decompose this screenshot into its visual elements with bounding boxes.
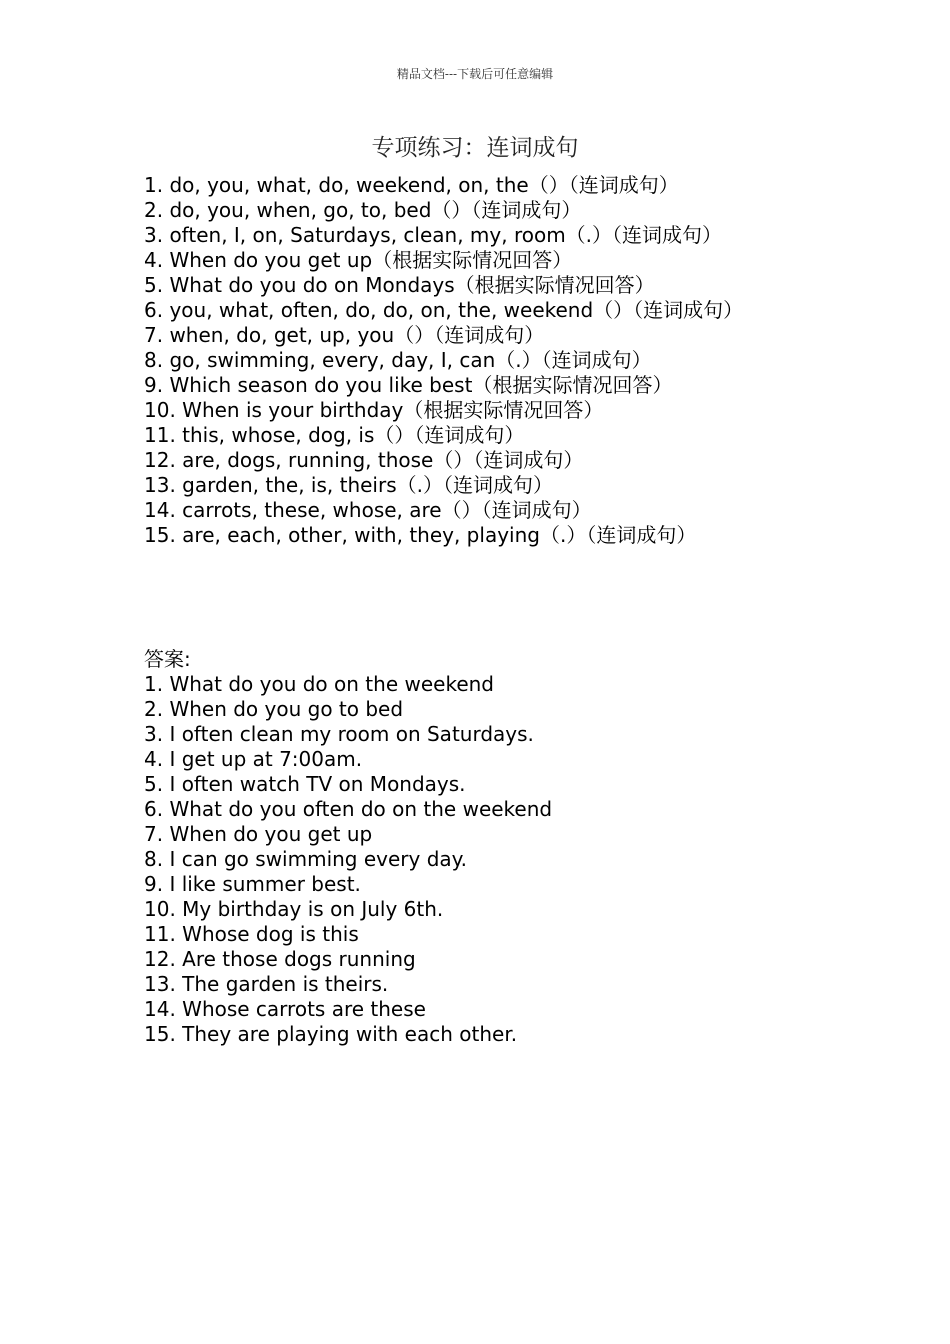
question-item: 4. When do you get up（根据实际情况回答）: [144, 248, 573, 272]
question-item: 2. do, you, when, go, to, bed（）（连词成句）: [144, 198, 582, 222]
question-item: 11. this, whose, dog, is（）（连词成句）: [144, 423, 525, 447]
question-item: 10. When is your birthday（根据实际情况回答）: [144, 398, 604, 422]
answer-list: [144, 672, 552, 1047]
question-item: 8. go, swimming, every, day, I, can（.）（连词成句）: [144, 348, 652, 372]
answer-item: 2. When do you go to bed: [144, 697, 404, 721]
answer-item: 7. When do you get up: [144, 822, 373, 846]
answer-item: 15. They are playing with each other.: [144, 1022, 518, 1046]
answer-section: [144, 647, 552, 1047]
question-item: 3. often, I, on, Saturdays, clean, my, room（.）（连词成句）: [144, 223, 723, 247]
question-item: 7. when, do, get, up, you（）（连词成句）: [144, 323, 545, 347]
answer-item: 10. My birthday is on July 6th.: [144, 897, 444, 921]
answer-item: 3. I often clean my room on Saturdays.: [144, 722, 534, 746]
header-note: 精品文档---下载后可任意编辑: [396, 67, 554, 81]
question-item: 9. Which season do you like best（根据实际情况回答）: [144, 373, 673, 397]
answer-item: 1. What do you do on the weekend: [144, 672, 494, 696]
answer-item: 5. I often watch TV on Mondays.: [144, 772, 466, 796]
question-item: 6. you, what, often, do, do, on, the, weekend（）（连词成句）: [144, 298, 744, 322]
question-list: [144, 173, 743, 548]
question-item: 12. are, dogs, running, those（）（连词成句）: [144, 448, 584, 472]
answer-item: 8. I can go swimming every day.: [144, 847, 468, 871]
answer-item: 14. Whose carrots are these: [144, 997, 426, 1021]
answer-item: 13. The garden is theirs.: [144, 972, 389, 996]
question-item: 1. do, you, what, do, weekend, on, the（）（连词成句）: [144, 173, 679, 197]
answer-item: 11. Whose dog is this: [144, 922, 359, 946]
question-item: 13. garden, the, is, theirs（.）（连词成句）: [144, 473, 553, 497]
answer-item: 9. I like summer best.: [144, 872, 361, 896]
answer-heading: 答案:: [144, 647, 191, 671]
question-item: 5. What do you do on Mondays（根据实际情况回答）: [144, 273, 655, 297]
answer-item: 6. What do you often do on the weekend: [144, 797, 553, 821]
question-item: 14. carrots, these, whose, are（）（连词成句）: [144, 498, 592, 522]
answer-item: 4. I get up at 7:00am.: [144, 747, 363, 771]
question-item: 15. are, each, other, with, they, playing（.）（连词成句）: [144, 523, 697, 547]
page-title: 专项练习：连词成句: [371, 135, 579, 161]
answer-item: 12. Are those dogs running: [144, 947, 416, 971]
